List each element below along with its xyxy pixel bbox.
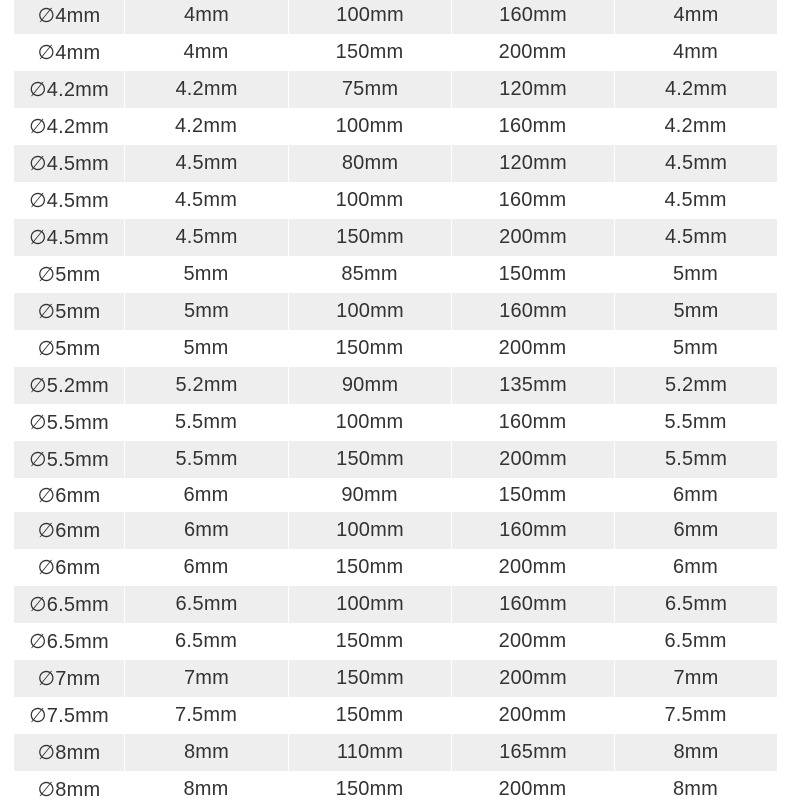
table-cell: ∅4mm: [37, 42, 101, 64]
table-cell: ∅4.2mm: [29, 116, 109, 138]
table-cell: 150mm: [335, 778, 404, 800]
table-row: [14, 34, 777, 71]
table-cell: 4.2mm: [614, 71, 777, 108]
table-cell: 4.5mm: [614, 145, 777, 182]
table-cell: 8mm: [183, 778, 229, 800]
table-cell: 200mm: [498, 704, 567, 726]
table-cell: 200mm: [498, 41, 567, 63]
table-cell: 4.2mm: [664, 115, 727, 137]
table-cell: 200mm: [498, 778, 567, 800]
table-cell: ∅4mm: [37, 5, 101, 27]
table-cell: 5.5mm: [664, 411, 727, 433]
table-cell: 100mm: [288, 586, 451, 623]
table-cell: 150mm: [335, 630, 404, 652]
table-cell: 200mm: [451, 441, 614, 478]
table-row: [14, 71, 777, 108]
table-cell: 5mm: [672, 263, 719, 285]
table-cell: 90mm: [288, 367, 451, 404]
table-cell: 6mm: [614, 512, 777, 549]
table-cell: 7mm: [614, 660, 777, 697]
table-cell: ∅4.5mm: [29, 227, 109, 249]
table-cell: ∅6.5mm: [29, 594, 109, 616]
table-row: [14, 586, 777, 623]
table-row: [14, 256, 777, 293]
table-cell: 160mm: [451, 293, 614, 330]
table-cell: 5.5mm: [124, 441, 288, 478]
table-cell: 7.5mm: [174, 704, 238, 726]
table-cell: 160mm: [451, 0, 614, 34]
table-cell: ∅5.2mm: [29, 375, 109, 397]
table-cell: 5mm: [183, 263, 229, 285]
table-cell: ∅8mm: [37, 742, 101, 764]
table-cell: 150mm: [335, 556, 404, 578]
table-cell: 120mm: [451, 145, 614, 182]
table-cell: 8mm: [124, 734, 288, 771]
table-cell: ∅6.5mm: [29, 631, 109, 653]
table-cell: ∅8mm: [37, 779, 101, 801]
table-cell: 85mm: [341, 263, 398, 285]
table-cell: ∅5.5mm: [29, 412, 109, 434]
table-cell: 200mm: [498, 630, 567, 652]
table-cell: 120mm: [451, 71, 614, 108]
table-cell: 4.5mm: [664, 189, 727, 211]
table-cell: 4mm: [183, 41, 229, 63]
table-cell: 4.5mm: [174, 189, 238, 211]
table-cell: 4mm: [672, 41, 719, 63]
table-cell: 4mm: [124, 0, 288, 34]
table-cell: 4.5mm: [124, 145, 288, 182]
table-cell: 150mm: [335, 337, 404, 359]
table-cell: 150mm: [288, 219, 451, 256]
table-cell: ∅4.2mm: [29, 79, 109, 101]
table-cell: 150mm: [288, 660, 451, 697]
table-cell: 100mm: [335, 115, 404, 137]
table-cell: 5.2mm: [614, 367, 777, 404]
table-cell: 6.5mm: [124, 586, 288, 623]
table-cell: 5mm: [672, 337, 719, 359]
table-cell: 150mm: [335, 41, 404, 63]
table-row: [14, 734, 777, 771]
table-cell: 6.5mm: [664, 630, 727, 652]
table-cell: 200mm: [498, 337, 567, 359]
table-cell: 75mm: [288, 71, 451, 108]
table-cell: 6mm: [124, 512, 288, 549]
table-row: [14, 623, 777, 660]
table-row: [14, 330, 777, 367]
table-cell: ∅5mm: [37, 338, 101, 360]
table-cell: ∅5.5mm: [29, 449, 109, 471]
table-cell: 200mm: [451, 660, 614, 697]
table-row: [14, 660, 777, 697]
table-cell: 160mm: [498, 189, 567, 211]
table-cell: 100mm: [335, 411, 404, 433]
table-cell: 6mm: [183, 556, 229, 578]
table-cell: 200mm: [498, 556, 567, 578]
table-cell: ∅7.5mm: [29, 705, 109, 727]
table-cell: ∅6mm: [37, 557, 101, 579]
table-cell: 150mm: [335, 704, 404, 726]
table-cell: ∅4.5mm: [29, 153, 109, 175]
table-cell: 4.5mm: [614, 219, 777, 256]
table-row: [14, 145, 777, 182]
table-row: [14, 404, 777, 441]
table-cell: 160mm: [451, 512, 614, 549]
table-cell: 4mm: [614, 0, 777, 34]
table-cell: 5.5mm: [614, 441, 777, 478]
table-cell: 90mm: [341, 483, 398, 506]
table-cell: 135mm: [451, 367, 614, 404]
table-cell: 8mm: [614, 734, 777, 771]
table-cell: 6mm: [672, 556, 719, 578]
table-cell: 5.2mm: [124, 367, 288, 404]
spec-table: [14, 0, 777, 808]
table-cell: 100mm: [288, 512, 451, 549]
table-cell: 7mm: [124, 660, 288, 697]
table-cell: 5mm: [614, 293, 777, 330]
table-cell: 150mm: [498, 263, 567, 285]
table-cell: 5mm: [124, 293, 288, 330]
table-row: [14, 182, 777, 219]
table-cell: ∅5mm: [37, 264, 101, 286]
table-cell: 4.2mm: [174, 115, 238, 137]
table-cell: 100mm: [288, 0, 451, 34]
table-row: [14, 0, 777, 34]
table-cell: 5.5mm: [174, 411, 238, 433]
table-row: [14, 108, 777, 145]
table-cell: ∅4.5mm: [29, 190, 109, 212]
table-cell: 4.5mm: [124, 219, 288, 256]
table-cell: 4.2mm: [124, 71, 288, 108]
table-cell: 6mm: [672, 483, 719, 506]
table-cell: 165mm: [451, 734, 614, 771]
table-cell: 6.5mm: [174, 630, 238, 652]
table-cell: 100mm: [335, 189, 404, 211]
table-cell: ∅7mm: [37, 668, 101, 690]
table-cell: 160mm: [451, 586, 614, 623]
table-cell: 6mm: [183, 483, 229, 506]
table-row: [14, 441, 777, 478]
table-row: [14, 293, 777, 330]
table-cell: 150mm: [498, 483, 567, 506]
table-cell: ∅6mm: [37, 520, 101, 542]
table-cell: 80mm: [288, 145, 451, 182]
table-cell: 6.5mm: [614, 586, 777, 623]
table-cell: ∅6mm: [37, 484, 101, 507]
table-row: [14, 367, 777, 404]
table-row: [14, 219, 777, 256]
table-cell: 110mm: [288, 734, 451, 771]
table-cell: 7.5mm: [664, 704, 727, 726]
table-cell: 200mm: [451, 219, 614, 256]
table-cell: 160mm: [498, 115, 567, 137]
table-row: [14, 697, 777, 734]
table-cell: 100mm: [288, 293, 451, 330]
table-cell: 8mm: [672, 778, 719, 800]
table-cell: 160mm: [498, 411, 567, 433]
table-cell: 5mm: [183, 337, 229, 359]
table-row: [14, 549, 777, 586]
table-cell: ∅5mm: [37, 301, 101, 323]
table-row: [14, 512, 777, 549]
table-cell: 150mm: [288, 441, 451, 478]
table-row: [14, 478, 777, 512]
